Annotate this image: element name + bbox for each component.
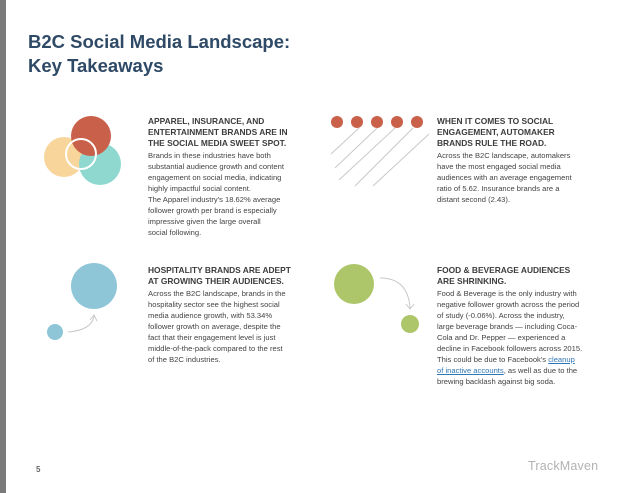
body-line: substantial audience growth and content [148, 162, 284, 171]
page-title [28, 30, 290, 78]
takeaway-body [437, 288, 609, 387]
body-line: of the B2C industries. [148, 355, 221, 364]
small-green-circle [401, 315, 419, 333]
body-line: follower growth per brand is especially [148, 206, 277, 215]
body-line: highly impactful social content. [148, 184, 251, 193]
body-line: media audience growth, with 53.34% [148, 311, 273, 320]
dots-arrows-icon [325, 110, 435, 192]
takeaway-heading [437, 265, 609, 287]
heading-line: WHEN IT COMES TO SOCIAL [437, 116, 554, 126]
takeaway-food-beverage [437, 265, 609, 387]
red-circle [71, 116, 111, 156]
red-dot [371, 116, 383, 128]
body-line: engagement on social media, indicating [148, 173, 282, 182]
body-line: The Apparel industry's 18.62% average [148, 195, 281, 204]
inactive-accounts-link[interactable]: of inactive accounts [437, 366, 504, 375]
body-line: brewing backlash against big soda. [437, 377, 556, 386]
heading-line: ENGAGEMENT, AUTOMAKER [437, 127, 555, 137]
takeaway-body [437, 150, 609, 205]
body-line: ratio of 5.62. Insurance brands are a [437, 184, 560, 193]
heading-line: BRANDS RULE THE ROAD. [437, 138, 547, 148]
body-line: social following. [148, 228, 202, 237]
takeaway-body [148, 150, 320, 238]
heading-line: ARE SHRINKING. [437, 276, 507, 286]
body-line: middle-of-the-pack compared to the rest [148, 344, 283, 353]
trackmaven-logo: TrackMaven [528, 459, 599, 473]
red-dot [351, 116, 363, 128]
growth-circles-icon [40, 260, 130, 350]
body-text: This could be due to Facebook's [437, 355, 549, 364]
body-line: have the most engaged social media [437, 162, 561, 171]
body-line: Brands in these industries have both [148, 151, 271, 160]
left-accent-bar [0, 0, 6, 493]
facebook-cleanup-link[interactable]: cleanup [548, 355, 575, 364]
takeaway-hospitality [148, 265, 320, 365]
body-line [437, 354, 609, 365]
heading-line: ENTERTAINMENT BRANDS ARE IN [148, 127, 288, 137]
small-blue-circle [47, 324, 63, 340]
body-line: hospitality sector see the highest social [148, 300, 280, 309]
curved-arrow [68, 316, 94, 332]
takeaway-automaker [437, 116, 609, 205]
body-line: decline in Facebook followers across 2015. [437, 344, 583, 353]
takeaway-body [148, 288, 320, 365]
red-dot [391, 116, 403, 128]
curved-arrow [380, 278, 410, 308]
page-title-line: B2C Social Media Landscape: [28, 31, 291, 52]
page-title-line: Key Takeaways [28, 55, 164, 76]
heading-line: FOOD & BEVERAGE AUDIENCES [437, 265, 571, 275]
body-text: , as well as due to the [503, 366, 578, 375]
large-blue-circle [71, 263, 117, 309]
body-line: large beverage brands — including Coca- [437, 322, 578, 331]
large-green-circle [334, 264, 374, 304]
takeaway-heading [148, 265, 320, 287]
body-line: follower growth on average, despite the [148, 322, 281, 331]
body-line: audiences with an average engagement [437, 173, 572, 182]
heading-line: HOSPITALITY BRANDS ARE ADEPT [148, 265, 291, 275]
body-line: fact that their engagement level is just [148, 333, 276, 342]
takeaway-heading [148, 116, 320, 149]
body-line: impressive given the large overall [148, 217, 261, 226]
heading-line: AT GROWING THEIR AUDIENCES. [148, 276, 284, 286]
body-line [437, 365, 609, 376]
venn-circles-icon [36, 112, 136, 194]
heading-line: THE SOCIAL MEDIA SWEET SPOT. [148, 138, 287, 148]
takeaway-heading [437, 116, 609, 149]
shrink-circles-icon [330, 260, 425, 340]
heading-line: APPAREL, INSURANCE, AND [148, 116, 265, 126]
body-line: Cola and Dr. Pepper — experienced a [437, 333, 566, 342]
red-dot [331, 116, 343, 128]
body-line: Across the B2C landscape, brands in the [148, 289, 286, 298]
red-dot [411, 116, 423, 128]
page-number: 5 [36, 465, 41, 474]
takeaway-apparel [148, 116, 320, 238]
arrow-line [331, 128, 359, 154]
body-line: Across the B2C landscape, automakers [437, 151, 571, 160]
arrow-line [335, 128, 377, 168]
body-line: distant second (2.43). [437, 195, 511, 204]
body-line: negative follower growth across the period [437, 300, 580, 309]
body-line: Food & Beverage is the only industry with [437, 289, 577, 298]
body-line: of study (-0.06%). Across the industry, [437, 311, 565, 320]
